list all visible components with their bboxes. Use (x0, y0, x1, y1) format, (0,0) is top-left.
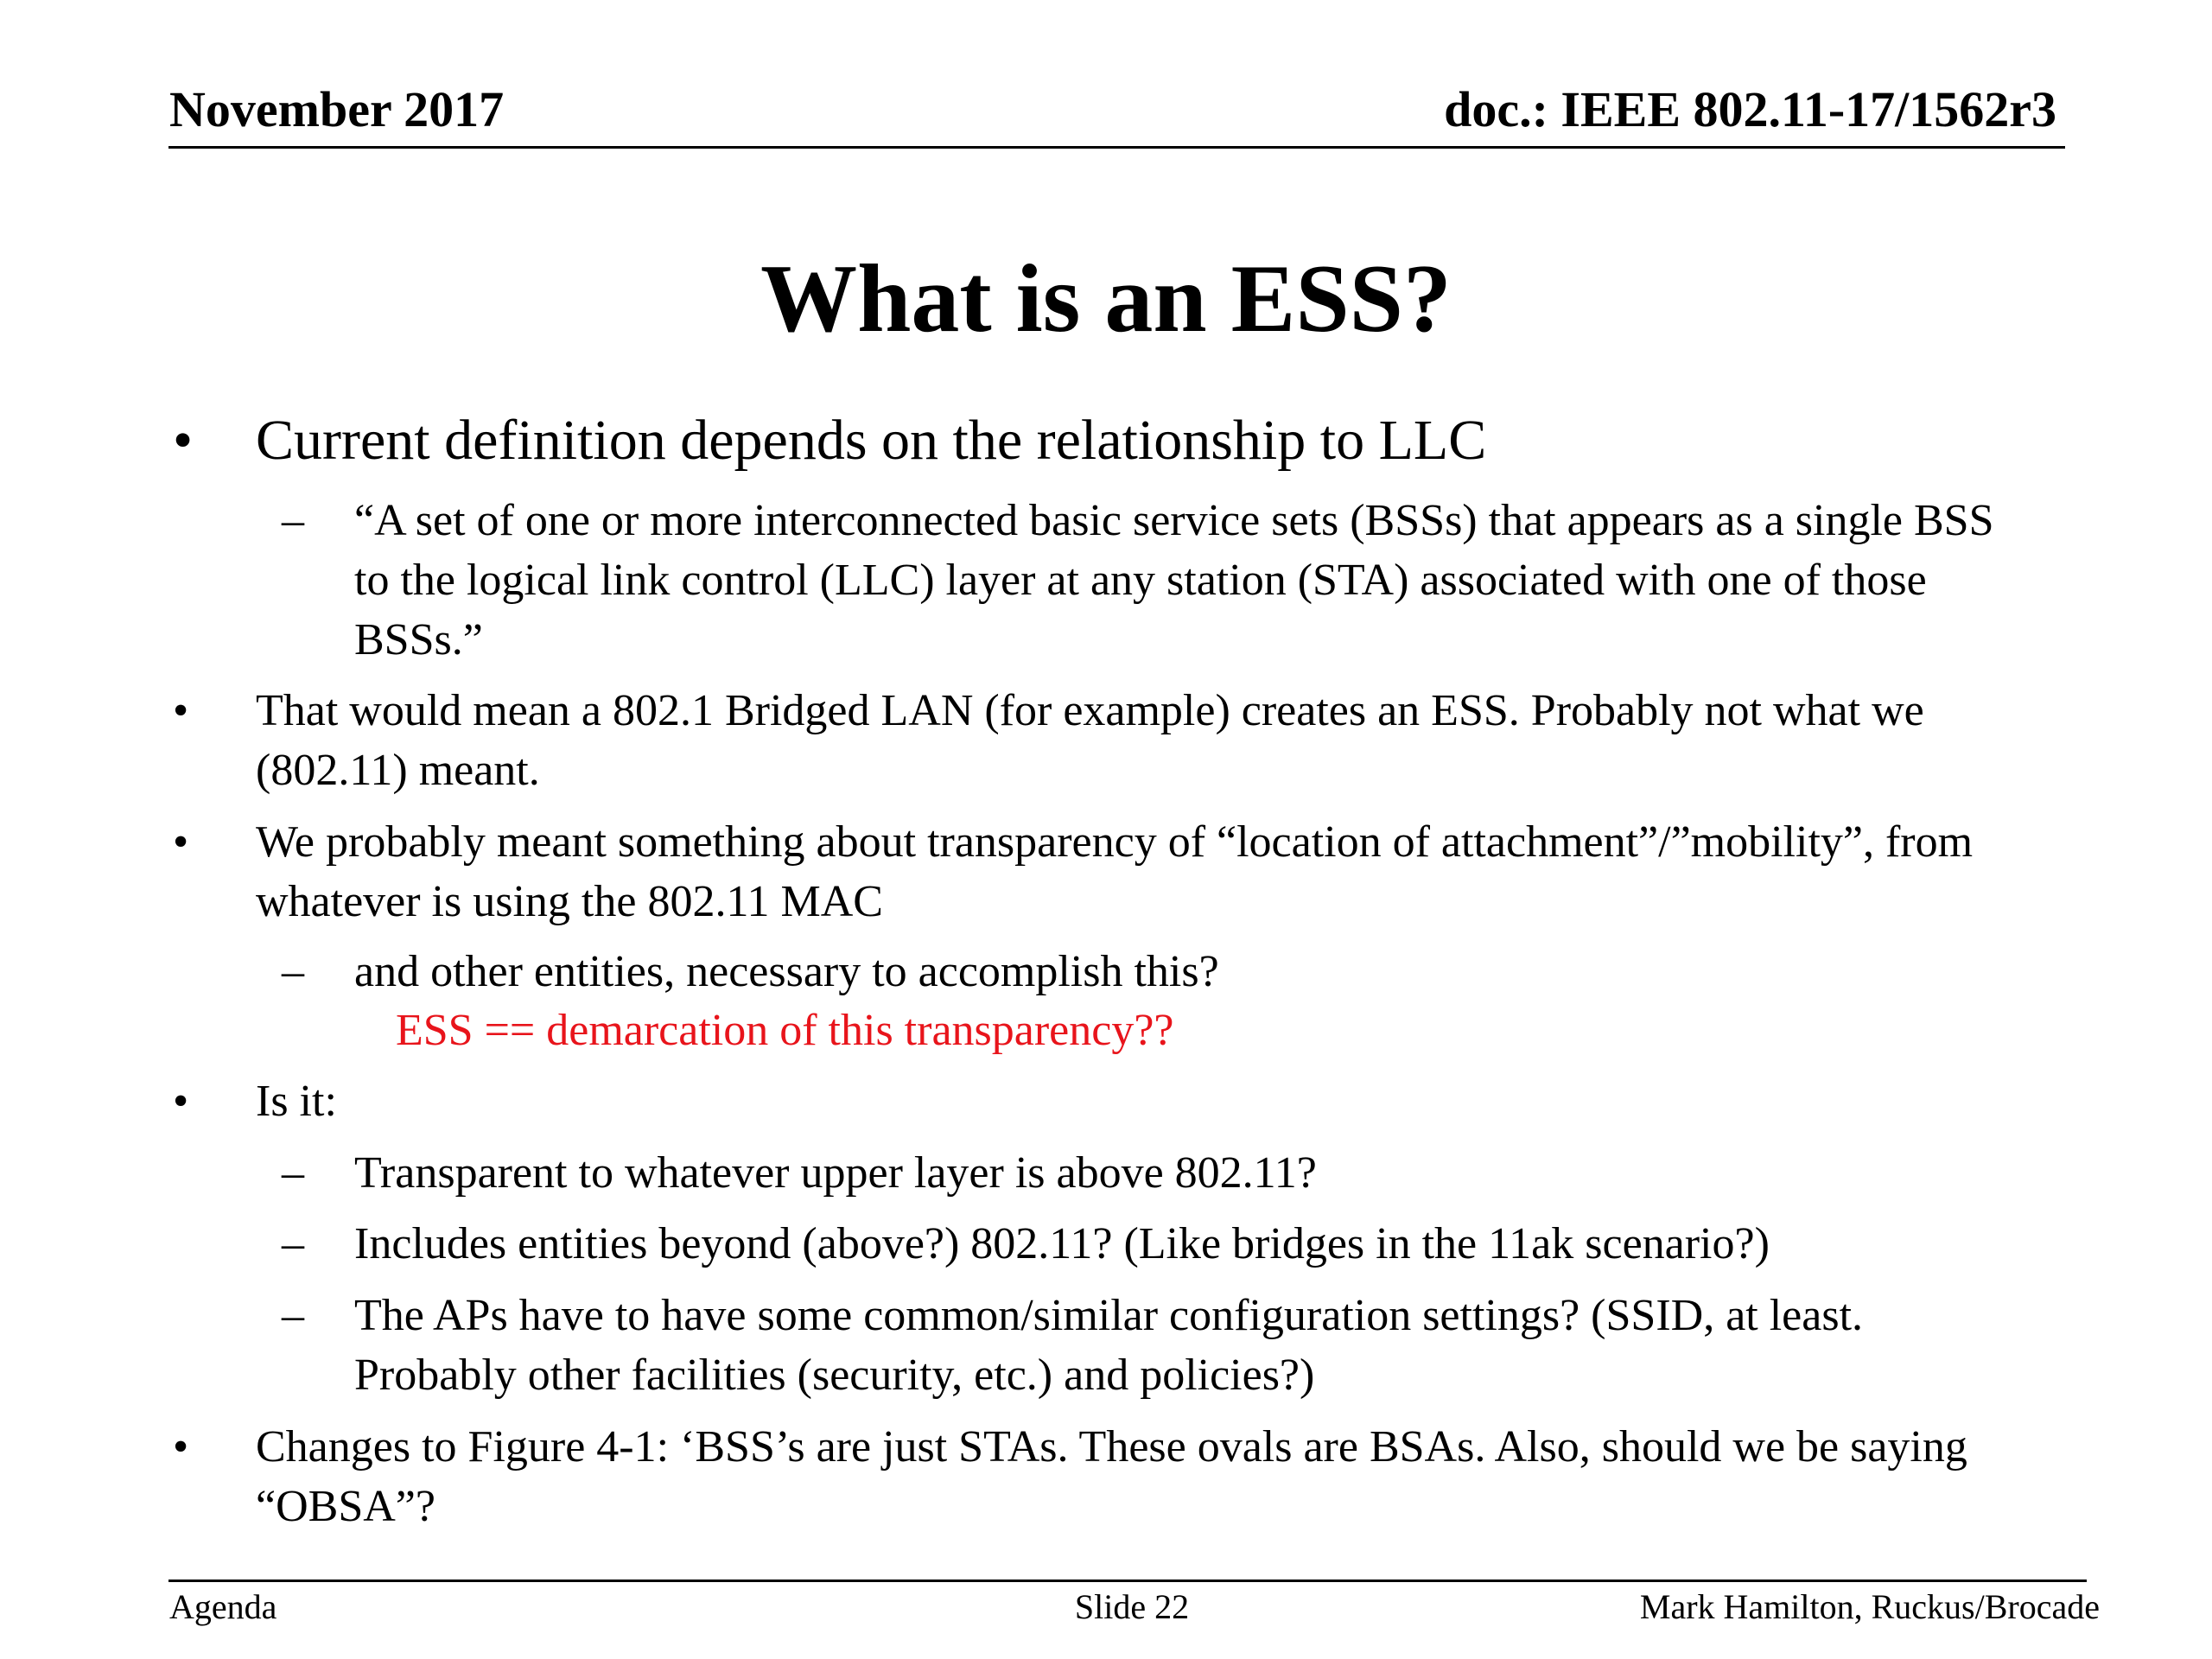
bullet-marker: • (173, 817, 189, 867)
header-divider (168, 146, 2065, 149)
sub-bullet-text: The APs have to have some common/similar configuration settings? (SSID, at least. Probably other facilities (security, etc.) and policies?) (354, 1291, 1864, 1400)
highlight-note: ESS == demarcation of this transparency?? (396, 1006, 1174, 1055)
footer-divider (168, 1580, 2087, 1582)
sub-bullet-item (282, 1286, 2013, 1405)
header-doc-number: doc.: IEEE 802.11-17/1562r3 (1444, 81, 2056, 137)
footer-left-text: Agenda (169, 1587, 277, 1626)
bullet-item (173, 681, 2001, 800)
sub-bullet-text: “A set of one or more interconnected basic service sets (BSSs) that appears as a single BSS to the logical link control (LLC) layer at any station (STA) associated with one of those BSSs.” (354, 496, 1994, 664)
slide-title: What is an ESS? (760, 245, 1452, 353)
bullet-text: Is it: (256, 1077, 337, 1126)
sub-bullet-item (282, 491, 2013, 670)
bullet-item (173, 812, 2001, 931)
slide-number: Slide 22 (1074, 1587, 1190, 1626)
bullet-text: That would mean a 802.1 Bridged LAN (for example) creates an ESS. Probably not what we (802.11) meant. (256, 686, 1924, 795)
bullet-marker: • (173, 1077, 189, 1126)
sub-bullet-marker: – (282, 1148, 304, 1198)
sub-bullet-marker: – (282, 1291, 304, 1340)
sub-bullet-item (282, 942, 2013, 1001)
bullet-text: Current definition depends on the relationship to LLC (256, 409, 1487, 472)
sub-bullet-marker: – (282, 1219, 304, 1268)
bullet-item (173, 1071, 2001, 1131)
bullet-marker: • (173, 1422, 189, 1471)
footer-author: Mark Hamilton, Ruckus/Brocade (1639, 1587, 2100, 1626)
sub-bullet-text: Transparent to whatever upper layer is above 802.11? (354, 1148, 1317, 1198)
sub-bullet-marker: – (282, 496, 304, 545)
sub-bullet-item (282, 1143, 2013, 1203)
bullet-marker: • (173, 686, 189, 735)
bullet-text: Changes to Figure 4-1: ‘BSS’s are just STAs. These ovals are BSAs. Also, should we be saying “OBSA”? (256, 1422, 1967, 1531)
sub-bullet-text: and other entities, necessary to accomplish this? (354, 947, 1219, 996)
sub-bullet-marker: – (282, 947, 304, 996)
bullet-item (173, 406, 2001, 475)
header-date: November 2017 (169, 81, 505, 137)
sub-bullet-item (282, 1214, 2013, 1274)
bullet-marker: • (173, 409, 194, 472)
sub-bullet-text: Includes entities beyond (above?) 802.11? (Like bridges in the 11ak scenario?) (354, 1219, 1770, 1268)
bullet-text: We probably meant something about transparency of “location of attachment”/”mobility”, from whatever is using the 802.11 MAC (256, 817, 1974, 926)
bullet-item (173, 1417, 2001, 1536)
